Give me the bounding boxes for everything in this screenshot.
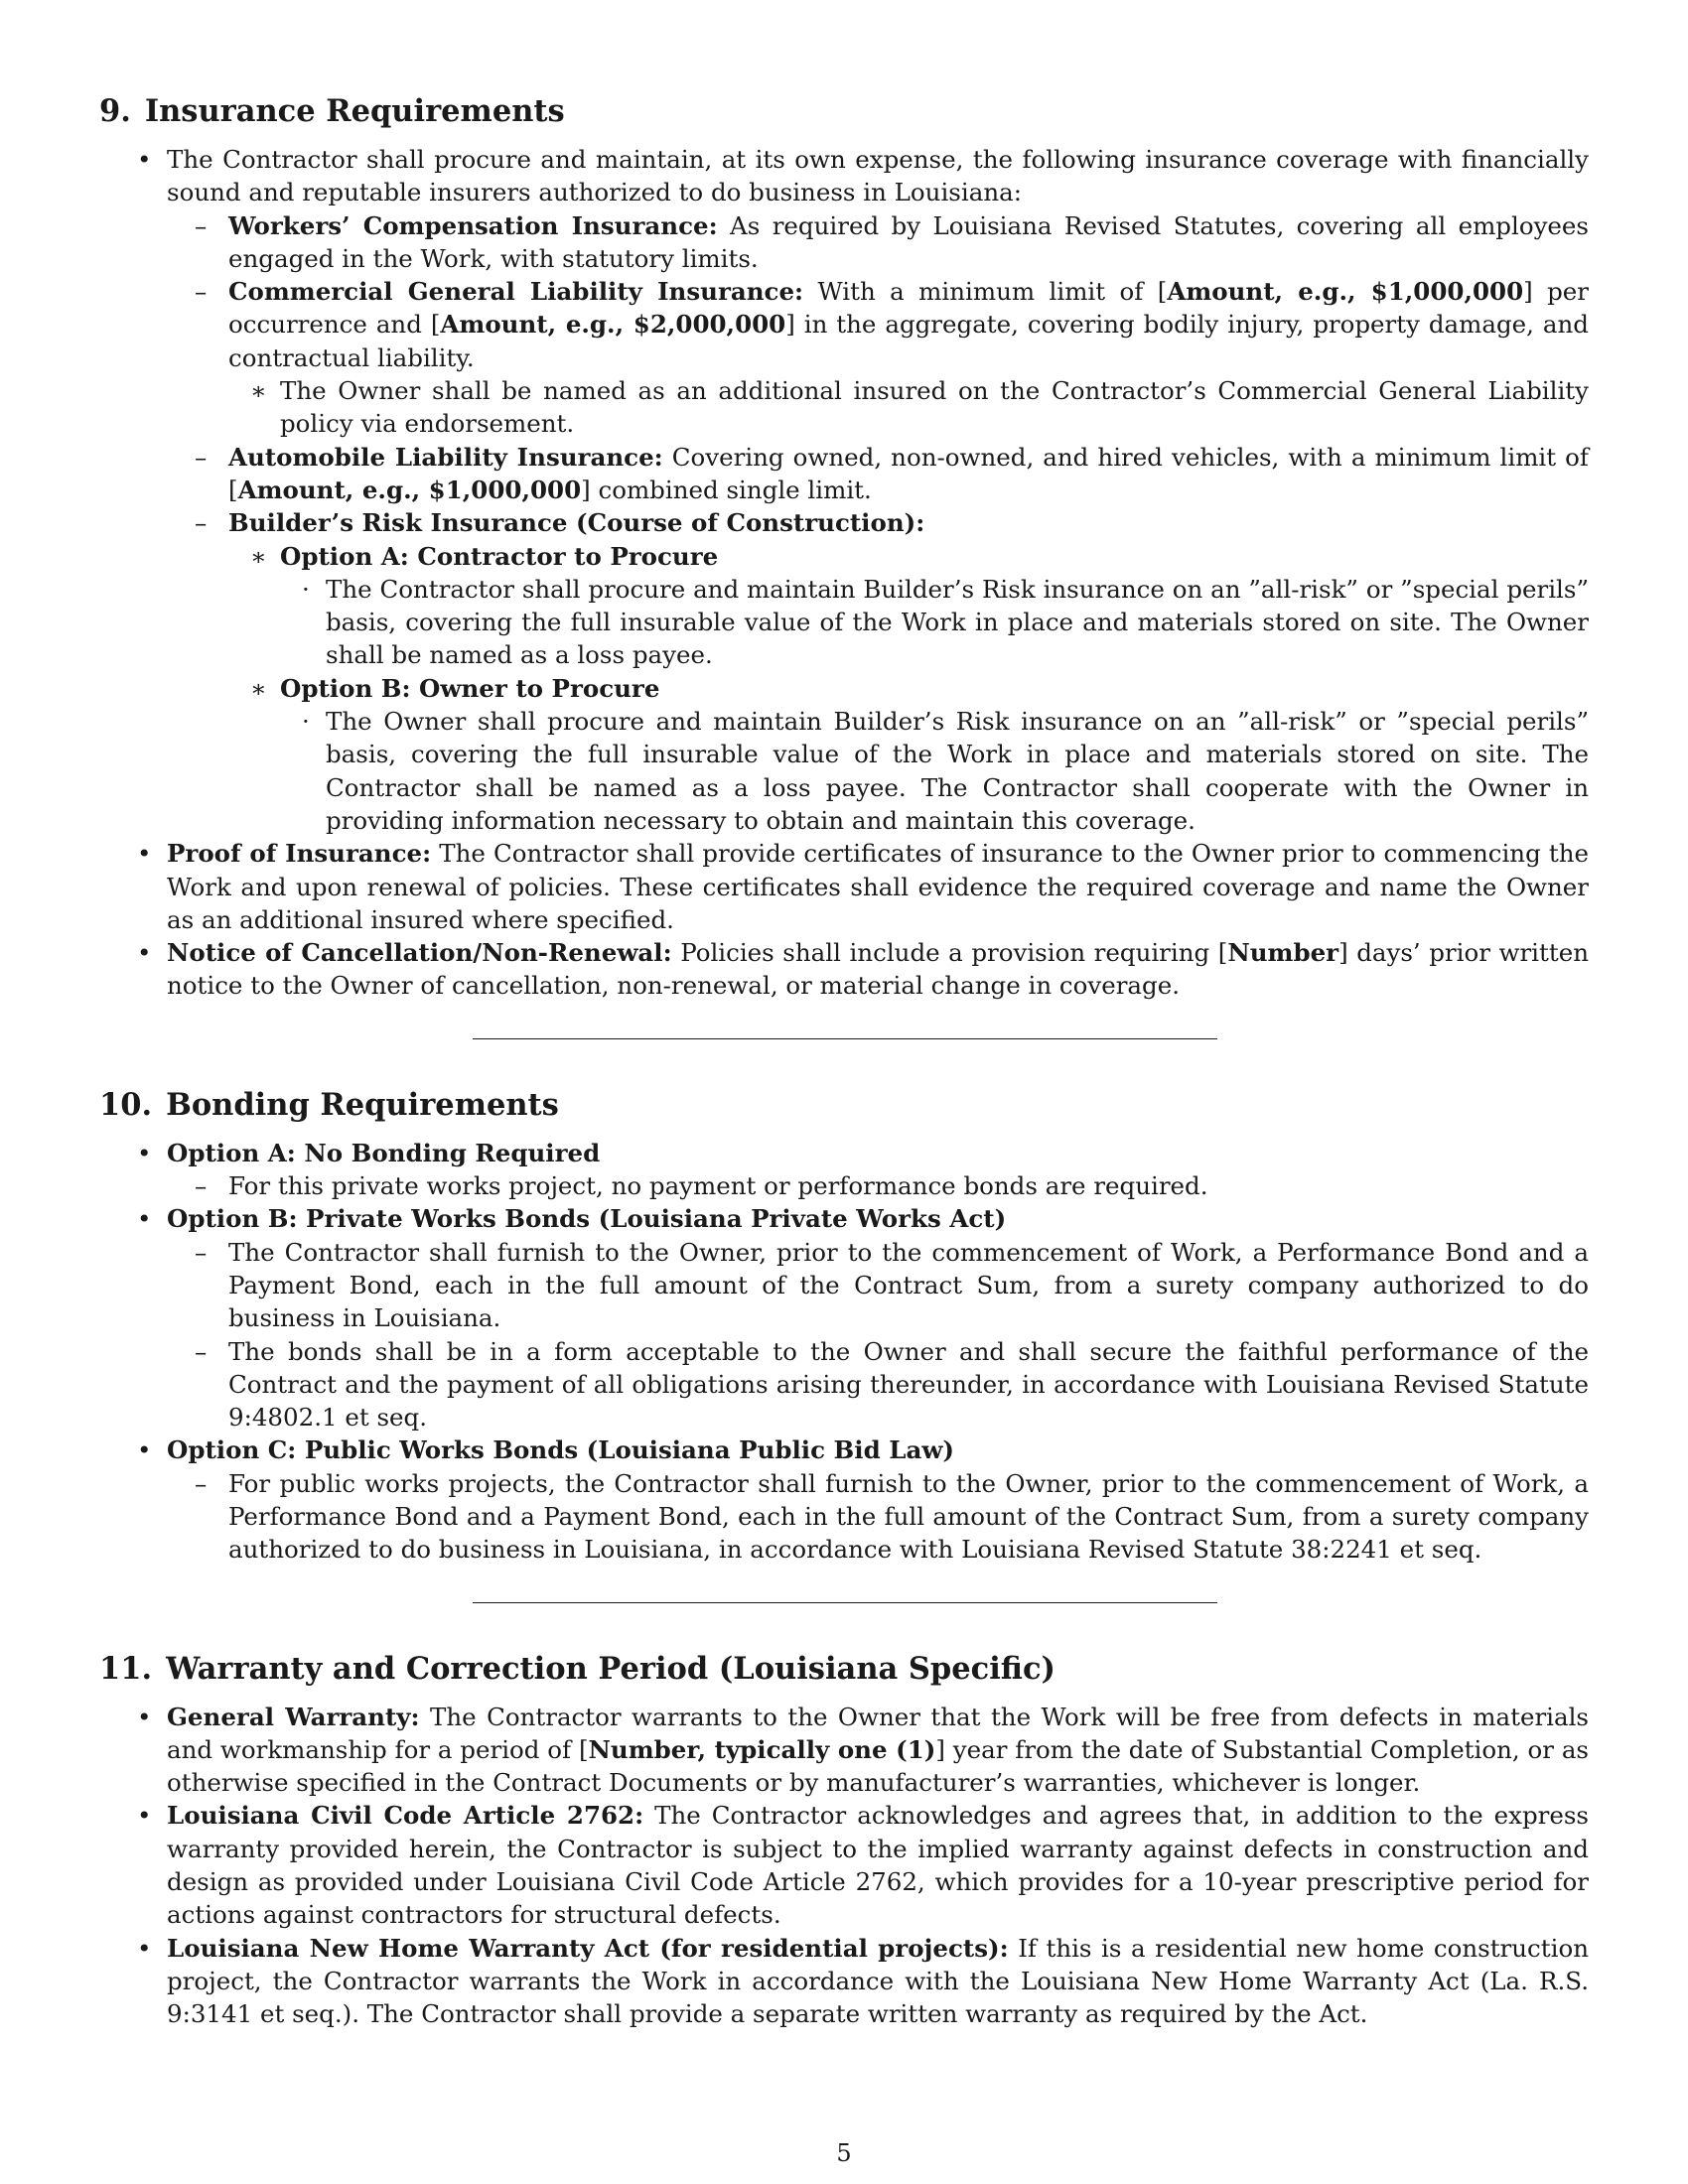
- star-marker: ∗: [250, 376, 267, 406]
- dash-marker: –: [195, 508, 208, 538]
- item-text: For public works projects, the Contractor shall furnish to the Owner, prior to the commencement of Work, a Performance Bond and a Payment Bond, each in the full amount of the Contract Sum, from a surety company authorized to do business in Louisiana, in accordance with Louisiana Revised Statute 38:2241 et seq.: [228, 1468, 1589, 1565]
- list-item-builders-risk: [167, 506, 1589, 837]
- list-item: [99, 143, 1589, 837]
- option-label: Option A: No Bonding Required: [167, 1138, 601, 1167]
- item-label: Louisiana New Home Warranty Act (for residential projects):: [167, 1933, 1009, 1963]
- option-label: Option B: Private Works Bonds (Louisiana Private Works Act): [167, 1204, 1007, 1234]
- list-item: [280, 705, 1589, 837]
- section-title: Bonding Requirements: [166, 1086, 559, 1123]
- list-item-option-b: [99, 1202, 1589, 1433]
- item-text: ] days’ prior written notice to the Owner of cancellation, non-renewal, or material change in coverage.: [167, 938, 1589, 1001]
- list-item: [167, 1236, 1589, 1335]
- option-label: Option C: Public Works Bonds (Louisiana Public Bid Law): [167, 1435, 955, 1465]
- item-text: The Contractor warrants to the Owner that the Work will be free from defects in materials and workmanship for a period of [: [167, 1702, 1590, 1764]
- sub-list: [167, 1236, 1589, 1434]
- list-item-option-a: [99, 1137, 1589, 1203]
- item-text: ] combined single limit.: [581, 475, 872, 504]
- bullet-marker: •: [137, 1138, 152, 1167]
- item-text: The Contractor shall provide certificates of insurance to the Owner prior to commencing the Work and upon renewal of policies. These certificates shall evidence the required coverage and name the Owner as an additional insured where specified.: [167, 839, 1589, 934]
- list-item-notice-of-cancellation: [99, 936, 1589, 1003]
- item-text: The Contractor shall furnish to the Owner, prior to the commencement of Work, a Performance Bond and a Payment Bond, each in the full amount of the Contract Sum, from a surety company authorized to do business in Louisiana.: [228, 1237, 1589, 1333]
- bullet-marker: •: [137, 1933, 152, 1963]
- placeholder-amount: Amount, e.g., $1,000,000: [1167, 277, 1524, 307]
- item-text: With a minimum limit of [: [817, 277, 1168, 307]
- section-number: 11.: [99, 1650, 153, 1687]
- document-page: [99, 91, 1589, 2031]
- section-divider: [473, 1602, 1217, 1603]
- item-label: Proof of Insurance:: [167, 839, 432, 869]
- list-item: [167, 1467, 1589, 1567]
- star-marker: ∗: [250, 673, 267, 703]
- sub-sub-list: [280, 705, 1589, 837]
- placeholder-number: Number: [1227, 938, 1339, 968]
- item-text: As required by Louisiana Revised Statutes, covering all employees engaged in the Work, with statutory limits.: [228, 210, 1589, 273]
- section-title: Warranty and Correction Period (Louisiana Specific): [166, 1650, 1055, 1687]
- dash-marker: –: [195, 1336, 208, 1366]
- item-label: Workers’ Compensation Insurance:: [228, 210, 718, 240]
- item-text: The Contractor acknowledges and agrees that, in addition to the express warranty provided herein, the Contractor is subject to the implied warranty against defects in construction and design as provided under Louisiana Civil Code Article 2762, which provides for a 10-year prescriptive period for actions against contractors for structural defects.: [167, 1801, 1589, 1930]
- list-item-proof-of-insurance: [99, 837, 1589, 936]
- section-number: 9.: [99, 93, 131, 129]
- list-item-general-warranty: [99, 1701, 1589, 1800]
- section-title: Insurance Requirements: [144, 93, 565, 129]
- placeholder-amount: Amount, e.g., $1,000,000: [237, 475, 582, 504]
- item-text: Covering owned, non-owned, and hired vehicles, with a minimum limit of [: [228, 442, 1589, 504]
- bullet-marker: •: [137, 1702, 152, 1731]
- list-item: [228, 374, 1589, 441]
- list-item-civil-code: [99, 1799, 1589, 1931]
- list-item-new-home-warranty: [99, 1932, 1589, 2031]
- sub-list: [167, 1169, 1589, 1202]
- list-item: [167, 1335, 1589, 1434]
- item-text: If this is a residential new home construction project, the Contractor warrants the Work in accordance with the Louisiana New Home Warranty Act (La. R.S. 9:3141 et seq.). The Contractor shall provide a separate written warranty as required by the Act.: [167, 1933, 1589, 2029]
- bonding-list: [99, 1137, 1589, 1567]
- item-label: Notice of Cancellation/Non-Renewal:: [167, 938, 672, 968]
- warranty-list: [99, 1701, 1589, 2031]
- list-item-option-b: [228, 672, 1589, 837]
- placeholder-number: Number, typically one (1): [588, 1734, 936, 1764]
- section-heading: [99, 1649, 1589, 1689]
- dash-marker: –: [195, 1237, 208, 1267]
- list-item-auto-liability: [167, 441, 1589, 507]
- item-text: ] year from the date of Substantial Completion, or as otherwise specified in the Contract Documents or by manufacturer’s warranties, whichever is longer.: [167, 1734, 1589, 1798]
- bullet-marker: •: [137, 938, 152, 968]
- sub-list: [167, 1467, 1589, 1567]
- item-text: The Contractor shall procure and maintain Builder’s Risk insurance on an ”all-risk” or ”special perils” basis, covering the full insurable value of the Work in place and materials stored on site. The Owner shall be named as a loss payee.: [326, 574, 1589, 670]
- item-text: For this private works project, no payment or performance bonds are required.: [228, 1171, 1208, 1201]
- section-heading: [99, 1085, 1589, 1125]
- bullet-marker: •: [137, 1204, 152, 1234]
- sub-list: [228, 374, 1589, 441]
- dash-marker: –: [195, 442, 208, 472]
- section-divider: [473, 1038, 1217, 1039]
- list-item: [280, 573, 1589, 672]
- option-label: Option A: Contractor to Procure: [280, 541, 719, 571]
- bullet-marker: •: [137, 1435, 152, 1465]
- list-item-workers-comp: [167, 209, 1589, 276]
- section-number: 10.: [99, 1086, 153, 1123]
- dash-marker: –: [195, 277, 208, 307]
- dash-marker: –: [195, 1171, 208, 1201]
- sub-sub-list: [280, 573, 1589, 672]
- bullet-marker: •: [137, 839, 152, 869]
- sub-list: [228, 540, 1589, 838]
- star-marker: ∗: [250, 541, 267, 571]
- item-text: ] per occurrence and [: [228, 277, 1589, 340]
- bullet-marker: •: [137, 145, 152, 174]
- item-label: Commercial General Liability Insurance:: [228, 277, 804, 307]
- item-label: Louisiana Civil Code Article 2762:: [167, 1801, 644, 1831]
- item-text: The Owner shall be named as an additional insured on the Contractor’s Commercial General Liability policy via endorsement.: [280, 376, 1589, 439]
- item-text: The Owner shall procure and maintain Builder’s Risk insurance on an ”all-risk” or ”special perils” basis, covering the full insurable value of the Work in place and materials stored on site. The Contractor shall be named as a loss payee. The Contractor shall cooperate with the Owner in providing information necessary to obtain and maintain this coverage.: [326, 707, 1589, 835]
- list-item-option-c: [99, 1433, 1589, 1566]
- list-item: [167, 1169, 1589, 1202]
- item-text: ] in the aggregate, covering bodily injury, property damage, and contractual liability.: [228, 310, 1589, 372]
- section-insurance-requirements: [99, 91, 1589, 1003]
- section-heading: [99, 91, 1589, 131]
- section-bonding-requirements: [99, 1085, 1589, 1567]
- option-label: Option B: Owner to Procure: [280, 673, 660, 703]
- section-warranty: [99, 1649, 1589, 2031]
- placeholder-amount: Amount, e.g., $2,000,000: [440, 310, 786, 340]
- insurance-intro: The Contractor shall procure and maintain, at its own expense, the following insurance coverage with financially sound and reputable insurers authorized to do business in Louisiana:: [167, 145, 1589, 207]
- list-item-general-liability: [167, 275, 1589, 440]
- item-label: Builder’s Risk Insurance (Course of Construction):: [228, 508, 925, 538]
- dash-marker: –: [195, 1468, 208, 1498]
- item-label: Automobile Liability Insurance:: [228, 442, 663, 472]
- dot-marker: ·: [302, 574, 310, 604]
- item-text: Policies shall include a provision requiring [: [680, 938, 1228, 968]
- page-number: 5: [836, 2139, 852, 2167]
- dot-marker: ·: [302, 707, 310, 737]
- coverage-list: [167, 209, 1589, 838]
- dash-marker: –: [195, 210, 208, 240]
- item-label: General Warranty:: [167, 1702, 420, 1731]
- bullet-marker: •: [137, 1801, 152, 1831]
- item-text: The bonds shall be in a form acceptable to the Owner and shall secure the faithful performance of the Contract and the payment of all obligations arising thereunder, in accordance with Louisiana Revised Statute 9:4802.1 et seq.: [228, 1336, 1589, 1433]
- list-item-option-a: [228, 540, 1589, 672]
- insurance-list: [99, 143, 1589, 1003]
